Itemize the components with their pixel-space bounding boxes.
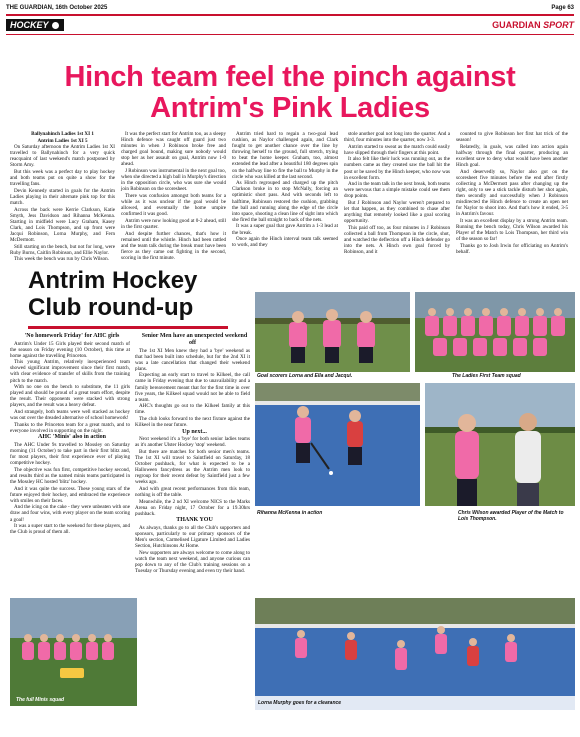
- report-paragraph: Across the back were Kerrie Clarkson, Katie Smyth, Jess Davidson and Rihanna McKenna. Starting in midfield were Lucy Graham, Kasey Clark, and Lois Thompson, and up front were Jacqui Robinson, Lorna Murphy, and Fern McDermott.: [10, 206, 115, 244]
- report-paragraph: counted to give Robinson her first hat trick of the season!: [456, 131, 568, 144]
- photo-rihanna-action: [255, 383, 420, 506]
- report-paragraph: This week the bench was run by Chris Wilson.: [14, 256, 109, 263]
- roundup-paragraph: As always, thanks go to all the Club's supporters and sponsors, particularly to our primary sponsors of the Men's section, Carmelised Ligature Limited and Ladies Section, Hutchinsons At Home.: [135, 524, 250, 550]
- report-paragraph: Still starting on the bench, but not for long, were Ruby Burns, Caitlin Robinson, and Ellie Naylor.: [10, 243, 115, 256]
- report-paragraph: Once again the Hinch interval team talk seemed to work, and they: [232, 236, 338, 249]
- headline: Hinch team feel the pinch against Antrim's Pink Ladies: [64, 61, 516, 124]
- hockey-ball-icon: [52, 22, 59, 29]
- report-paragraph: Thanks go to Josh Irwin for officiating on Antrim's behalf.: [456, 242, 568, 255]
- roundup-paragraph: Antrim's Under 15 Girls played their second match of the season on Friday evening (10 October), this time at home against the travelling Princeton.: [10, 340, 130, 359]
- caption-goal-scorers: Goal scorers Lorna and Ella and Jacqui.: [257, 373, 353, 379]
- roundup-subhead: Senior Men have an unexpected weekend off: [141, 333, 248, 346]
- roundup-paragraph: And with great recent performances from this team, nothing is off the table.: [135, 485, 250, 499]
- caption-rihanna: Rihanna McKenna in action: [257, 510, 323, 516]
- roundup-paragraph: With no one on the bench to substitute, the 11 girls played and should be proud of a great team effort, despite the result. Their opponents were stacked with strong players, and the result was a heavy defeat.: [10, 384, 130, 409]
- roundup-title: Antrim Hockey Club round-up: [28, 267, 198, 321]
- photo-lorna-clearance: [255, 598, 575, 710]
- report-paragraph: It was the perfect start for Antrim too, as a sleepy Hinch defence was caught off guard just two minutes in when J Robinson broke free and charged goal bound, making sure nobody would stop her as her assault on goal, Antrim now 1-0 ahead.: [121, 131, 226, 168]
- report-paragraph: But this week was a perfect day to play hockey and both teams put on quite a show for the travelling fans.: [10, 169, 115, 188]
- report-paragraph: It also felt like their luck was running out, as the numbers came as they created saw the ball hit the post or be saved by the Hinch keeper, who now was in excellent form.: [344, 156, 450, 181]
- roundup-paragraph: New supporters are always welcome to come along to watch the team next weekend, and anyone curious can pop down to any of the Club's training sessions on a Tuesday or Thursday evening and even try their hand.: [135, 549, 250, 575]
- masthead-sport: SPORT: [543, 20, 574, 30]
- page-number: Page 63: [551, 5, 574, 11]
- photo-minis-squad: [10, 598, 137, 706]
- roundup-title-bar: [28, 326, 228, 329]
- roundup-column-2: [135, 333, 250, 593]
- roundup-paragraph: The AHC Under 9s travelled to Mossley on Saturday morning (11 October) to take part in their first blitz and, for most players, their first experience ever of playing competitive hockey.: [10, 441, 130, 467]
- caption-ladies-squad: The Ladies First Team squad: [452, 373, 521, 379]
- roundup-paragraph: But there are matches for both senior men's teams. The 1st XI will travel to Saintfield on Saturday, 18 October pushback, for what is expected to be a Halloween fancydress as the Antrim men look to regroup for their recent defeat by Saintfield just a few weeks ago.: [135, 448, 250, 486]
- report-paragraph: And despite further chances, that's how it remained until the whistle. Hinch had been rattled and the team talk during the break must have been fierce as they came out fighting in the second, scoring in the first minute.: [121, 230, 226, 261]
- report-paragraph: Antrim were now looking good at 0-2 ahead, still in the first quarter.: [121, 217, 226, 230]
- masthead: [492, 20, 574, 30]
- report-paragraph: And in the team talk in the next break, both teams were nervous that a simple mistake could see them drop points.: [344, 181, 450, 200]
- photo-goal-scorers: [255, 292, 410, 372]
- roundup-subhead: AHC 'Minis' also in action: [37, 434, 106, 441]
- roundup-subhead: Up next...: [182, 428, 207, 435]
- report-paragraph: There was confusion amongst both teams for a while as it was unclear if the goal would be allowed, and eventually the home umpire confirmed it was good.: [121, 192, 226, 218]
- report-paragraph: And deservedly so, Naylor also got on the scoresheet five minutes before the end after firstly collecting a McDermott pass after changing up the right, only to see a stick tackle disturb her shot again, then secondly and successfully when J Robinson misdirected the Hinch defence to create an open net for Naylor to shoot into. And that's how it ended, 3-5 in Antrim's favour.: [456, 168, 568, 218]
- roundup-paragraph: The club looks forward to the next fixture against the Kilkeel in the near future.: [135, 416, 250, 429]
- roundup-paragraph: The objective was fun first, competitive hockey second, and results third as the named minis teams participated in the Mossley HC hosted 'blitz' hockey.: [10, 466, 130, 485]
- roundup-paragraph: Meanwhile, the 2 nd XI welcome NICS to the Marks Arena on Friday night, 17 October for a 19.30hrs pushback.: [135, 498, 250, 517]
- report-paragraph: J Robinson was instrumental in the next goal too, when she directed a high ball in Murphy's direction in the opposition circle, who was sure she would join Robinson on the scoresheet.: [121, 168, 226, 193]
- caption-chris-wilson: Chris Wilson awarded Player of the Match to Lois Thompson.: [458, 510, 564, 522]
- roundup-paragraph: AHC's thoughts go out to the Kilkeel family at this time.: [135, 403, 250, 416]
- top-rule: [6, 14, 574, 16]
- caption-minis: The full Minis squad: [16, 697, 65, 703]
- roundup-column-1: [10, 333, 130, 633]
- roundup-subhead: THANK YOU: [176, 517, 213, 524]
- report-column-3: [232, 131, 338, 258]
- roundup-paragraph: Expecting an early start to travel to Kilkeel, the call came in Friday evening that due to unavailability and a family bereavement meant that for the first time in over five years, the Kilkeel squad would not be able to field a team.: [135, 372, 250, 403]
- caption-lorna: Lorna Murphy goes for a clearance: [258, 700, 342, 706]
- report-paragraph: Antrim started to sweat as the match could easily have slipped through their fingers at this point.: [344, 143, 450, 156]
- report-subhead-2: Antrim Ladies 1st XI 5: [37, 137, 88, 144]
- masthead-rule: [6, 34, 574, 35]
- report-column-2: [121, 131, 226, 261]
- report-paragraph: It was an excellent display by a strong Antrim team. Running the bench today, Chris Wilson awarded his Player of the Match to Lois Thompson, her third win of the season so far!: [456, 217, 568, 243]
- roundup-paragraph: The 1st XI Men knew they had a 'bye' weekend as that had been built into schedule, but for the 2nd XI it was a late cancellation that changed their weekend plans.: [135, 347, 250, 372]
- report-paragraph: As Hinch regrouped and charged up the pitch Clarkson broke in to stop McNally, forcing an optimistic short pass. And with seconds left to halftime, Robinson restored the cushion, grabbing the ball and running along the edge of the circle into space, shooting a clean line of sight into which she fired the ball straight to back of the nets.: [232, 180, 338, 223]
- roundup-paragraph: And strangely, both teams were well stacked as hockey was out over the dreaded alternative of school homework!: [10, 409, 130, 422]
- photo-player-of-match: [425, 383, 575, 506]
- report-paragraph: Relatedly, in goals, was called into action again halfway through the final quarter, producing an excellent save to deny what would have been another Hinch goal.: [456, 143, 568, 168]
- report-paragraph: On Saturday afternoon the Antrim Ladies 1st XI travelled to Ballynahinch for a very quick reacquaint of last weekend's match postponed by Storm Amy.: [10, 144, 115, 169]
- report-paragraph: stole another goal not long into the quarter. And a third, four minutes into the quarter, now 3-3.: [344, 131, 450, 144]
- photo-ladies-squad: [415, 292, 575, 372]
- report-paragraph: It was a super goal that gave Antrim a 1-3 lead at the break.: [232, 223, 338, 236]
- roundup-paragraph: Thanks to the Princeton team for a great match, and to everyone involved in supporting on the night.: [10, 421, 130, 434]
- section-tag: [6, 19, 64, 31]
- roundup-subhead: 'No homework Friday' for AHC girls: [24, 333, 120, 339]
- paper-date: THE GUARDIAN, 16th October 2025: [6, 5, 108, 11]
- report-paragraph: This paid off too, as four minutes in J Robinson collected a ball from Thompson in the circle, shot, and watched the deflection off a Hinch defender go into the nets. A Hinch own goal forced by Robinson, and it: [344, 224, 450, 256]
- report-column-1: [10, 131, 115, 263]
- report-subhead-1: Ballynahinch Ladies 1st XI 1: [31, 131, 94, 137]
- report-column-4: [344, 131, 450, 258]
- roundup-paragraph: And the icing on the cake - they were unbeaten with one draw and four wins, with every player on the team scoring a goal!: [10, 504, 130, 523]
- roundup-paragraph: Next weekend it's a 'bye' for both senior ladies teams as it's another Ulster Hockey 'stop' weekend.: [135, 436, 250, 449]
- roundup-paragraph: It was a super start to the weekend for these players, and the Club is proud of them all.: [10, 523, 130, 536]
- section-label: HOCKEY: [10, 20, 49, 30]
- report-paragraph: Antrim tried hard to regain a two-goal lead cushion, as Naylor challenged again, and Clark fought to get another chance over the line by throwing herself to the ground, full stretch, trying to beat the home keeper. Graham, too, almost extended the lead after a beautiful 180 degrees spin on the halfway line to fire the ball to Murphy in the circle who was killed at the last second.: [232, 131, 338, 180]
- report-paragraph: But J Robinson and Naylor weren't prepared to let that happen, as they combined to chase after anything that remotely looked like a goal scoring opportunity.: [344, 200, 450, 225]
- masthead-guardian: GUARDIAN: [492, 20, 541, 30]
- report-paragraph: Devin Kennedy started in goals for the Antrim Ladies playing in their alternate pink top for this match.: [10, 187, 115, 207]
- roundup-paragraph: This young Antrim, relatively inexperienced team showed significant improvement since their first match, with clear evidence of transfer of skills from the training pitch to the match.: [10, 359, 130, 384]
- roundup-paragraph: And it was quite the success. These young stars of the future enjoyed their hockey, and embraced the experience with smiles on their faces.: [10, 485, 130, 504]
- report-column-5: [456, 131, 568, 258]
